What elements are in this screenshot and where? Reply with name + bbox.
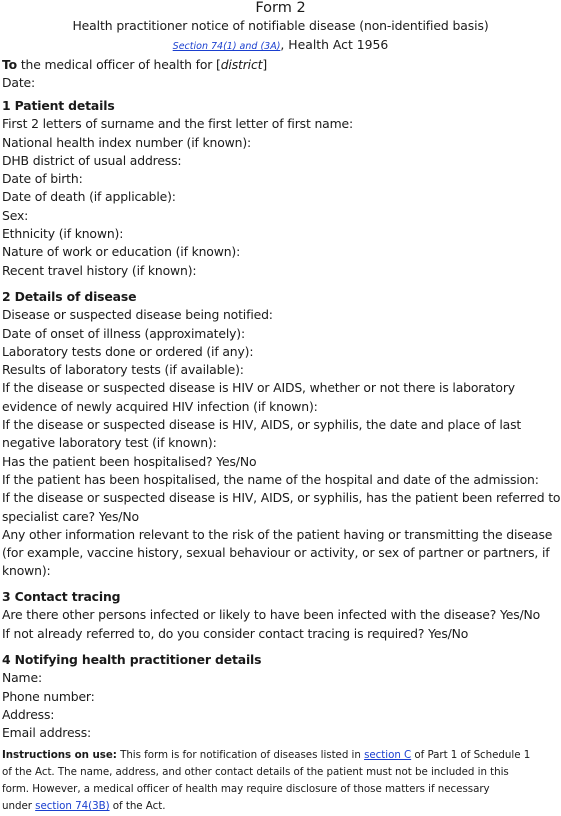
addressee-line bbox=[2, 56, 558, 74]
disease-line: Date of onset of illness (approximately): bbox=[2, 325, 246, 341]
instructions-text: of Part 1 of Schedule 1 bbox=[411, 749, 531, 761]
practitioner-section bbox=[2, 651, 558, 742]
disease-line: Disease or suspected disease being notified: bbox=[2, 307, 273, 323]
section-reference bbox=[0, 37, 561, 55]
disease-line: If the disease or suspected disease is HIV, AIDS, or syphilis, has the patient been referred to bbox=[2, 490, 561, 506]
act-name: , Health Act 1956 bbox=[280, 37, 389, 52]
instructions-line bbox=[2, 798, 559, 815]
disease-line: Results of laboratory tests (if available): bbox=[2, 362, 244, 378]
disease-line: negative laboratory test (if known): bbox=[2, 435, 217, 451]
disease-line: If the disease or suspected disease is HIV, AIDS, or syphilis, the date and place of last bbox=[2, 417, 522, 433]
practitioner-field: Email address: bbox=[2, 725, 92, 741]
instructions-line: form. However, a medical officer of health may require disclosure of those matters if necessary bbox=[2, 783, 490, 796]
patient-heading: 1 Patient details bbox=[2, 98, 115, 113]
disease-line: Laboratory tests done or ordered (if any): bbox=[2, 343, 254, 359]
addressee-block bbox=[2, 56, 558, 93]
disease-line: Any other information relevant to the risk of the patient having or transmitting the disease bbox=[2, 526, 553, 542]
disease-line: If the patient has been hospitalised, the name of the hospital and date of the admission: bbox=[2, 471, 539, 487]
section-74-link[interactable]: Section 74(1) and (3A) bbox=[172, 41, 281, 52]
contact-line: If not already referred to, do you consider contact tracing is required? Yes/No bbox=[2, 625, 469, 641]
patient-field: DHB district of usual address: bbox=[2, 152, 182, 168]
date-field: Date: bbox=[2, 75, 36, 91]
patient-field: Recent travel history (if known): bbox=[2, 262, 197, 278]
patient-field: Nature of work or education (if known): bbox=[2, 244, 241, 260]
patient-field: First 2 letters of surname and the first letter of first name: bbox=[2, 116, 354, 132]
contact-heading: 3 Contact tracing bbox=[2, 589, 121, 604]
patient-field: Sex: bbox=[2, 207, 29, 223]
form-subtitle: Health practitioner notice of notifiable disease (non-identified basis) bbox=[72, 18, 489, 33]
practitioner-heading: 4 Notifying health practitioner details bbox=[2, 652, 262, 667]
disease-line: Has the patient been hospitalised? Yes/No bbox=[2, 453, 257, 469]
to-label: To bbox=[2, 57, 18, 72]
instructions-text: of the Act. bbox=[109, 800, 166, 813]
disease-line: known): bbox=[2, 563, 51, 579]
patient-field: National health index number (if known): bbox=[2, 134, 252, 150]
practitioner-field: Phone number: bbox=[2, 688, 95, 704]
instructions-line: of the Act. The name, address, and other contact details of the patient must not be included in this bbox=[2, 766, 509, 779]
section-c-link[interactable]: section C bbox=[364, 749, 412, 761]
patient-field: Date of death (if applicable): bbox=[2, 189, 176, 205]
patient-field: Ethnicity (if known): bbox=[2, 226, 124, 242]
disease-line: specialist care? Yes/No bbox=[2, 508, 139, 524]
instructions-text: under bbox=[2, 800, 36, 813]
addressee-close: ] bbox=[262, 57, 268, 72]
patient-field: Date of birth: bbox=[2, 171, 83, 187]
practitioner-field: Address: bbox=[2, 706, 55, 722]
disease-line: (for example, vaccine history, sexual behaviour or activity, or sex of partner or partners, if bbox=[2, 545, 550, 561]
instructions-block bbox=[2, 747, 559, 815]
form-title: Form 2 bbox=[255, 0, 306, 16]
patient-section bbox=[2, 97, 558, 280]
contact-section bbox=[2, 588, 558, 643]
disease-line: If the disease or suspected disease is HIV or AIDS, whether or not there is laboratory bbox=[2, 380, 515, 396]
instructions-line bbox=[2, 747, 559, 764]
instructions-label: Instructions on use: bbox=[2, 749, 117, 761]
section-74-3b-link[interactable]: section 74(3B) bbox=[35, 800, 110, 813]
district-placeholder: district bbox=[220, 57, 263, 72]
disease-line: evidence of newly acquired HIV infection (if known): bbox=[2, 398, 318, 414]
practitioner-field: Name: bbox=[2, 670, 42, 686]
addressee-text: the medical officer of health for [ bbox=[17, 57, 221, 72]
instructions-text: This form is for notification of diseases listed in bbox=[116, 749, 365, 761]
disease-heading: 2 Details of disease bbox=[2, 289, 137, 304]
disease-section bbox=[2, 288, 561, 581]
contact-line: Are there other persons infected or likely to have been infected with the disease? Yes/No bbox=[2, 607, 541, 623]
